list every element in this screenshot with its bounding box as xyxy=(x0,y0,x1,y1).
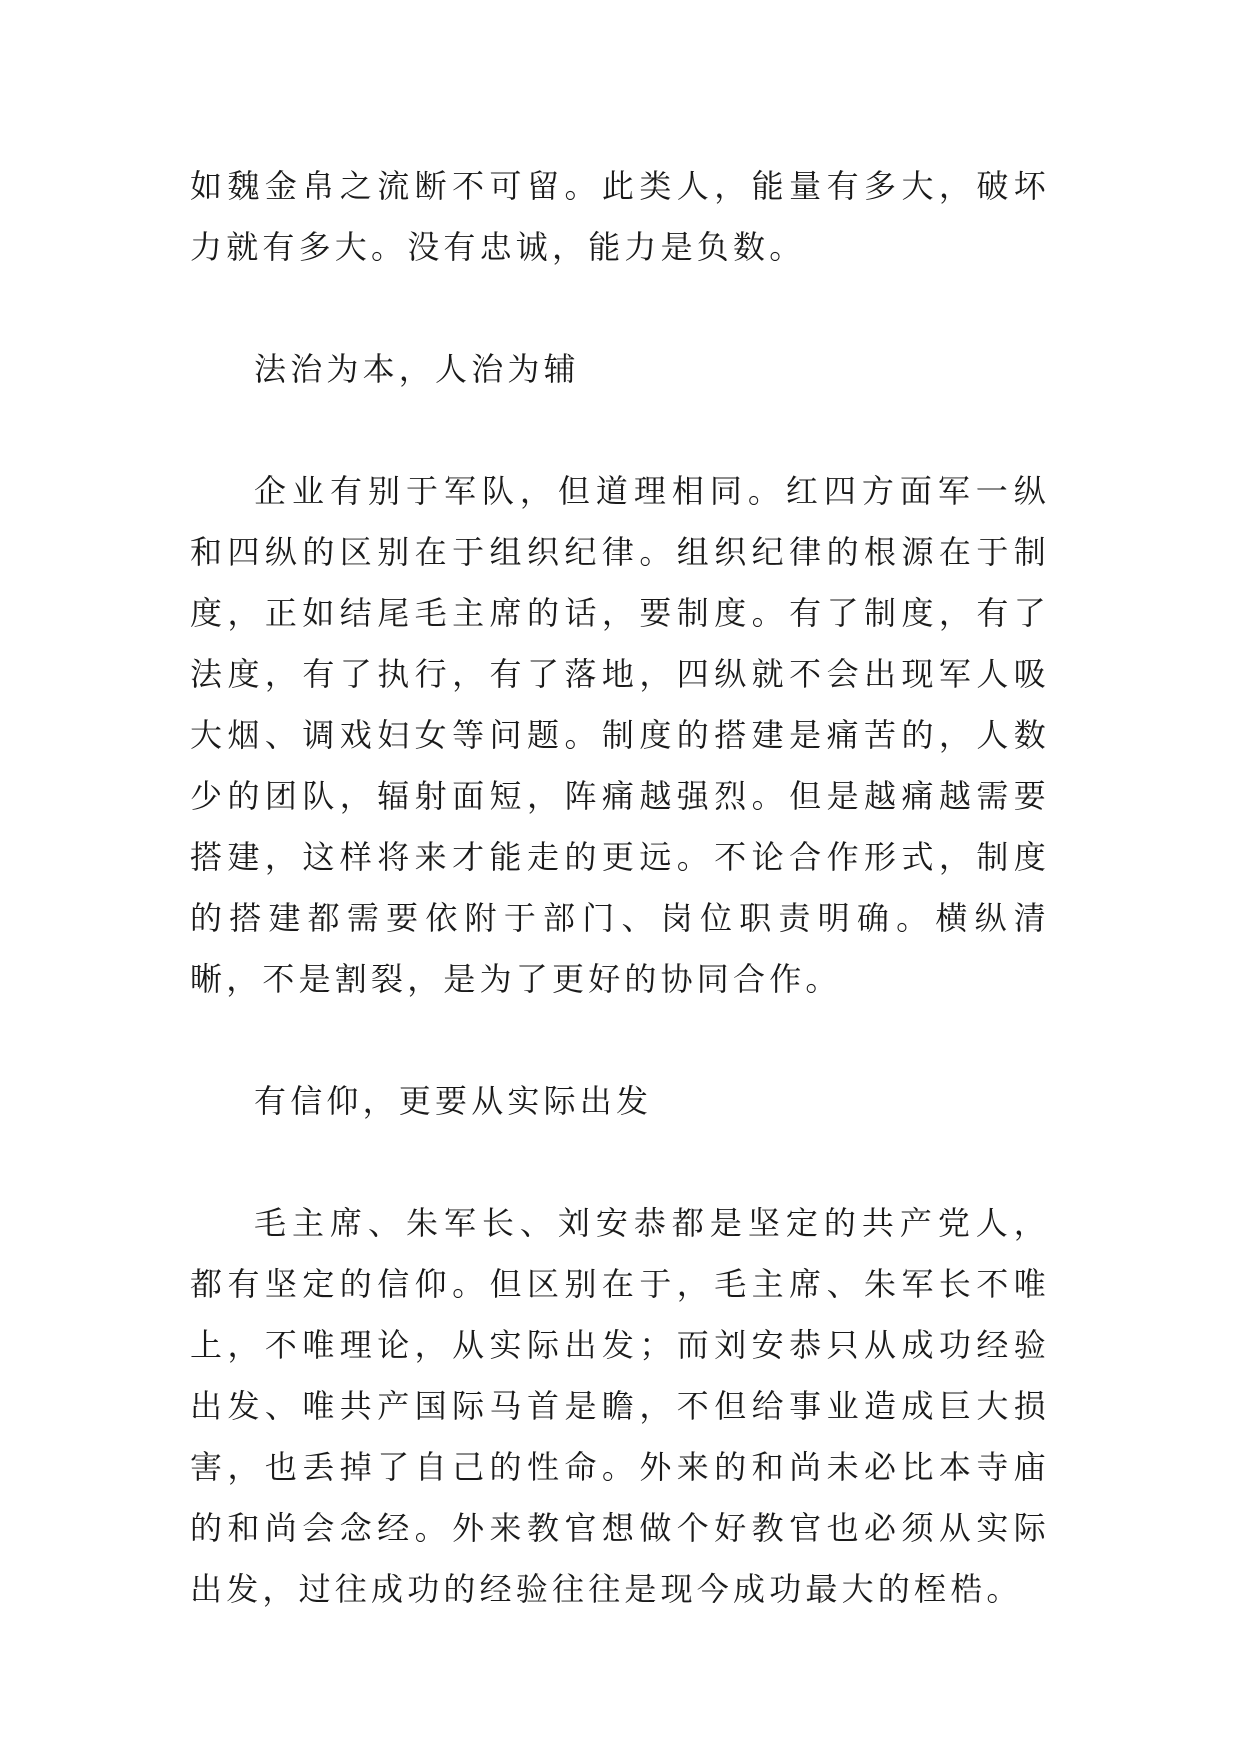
document-body xyxy=(190,156,1050,1681)
paragraph-3: 毛主席、朱军长、刘安恭都是坚定的共产党人，都有坚定的信仰。但区别在于，毛主席、朱军长不唯上，不唯理论，从实际出发；而刘安恭只从成功经验出发、唯共产国际马首是瞻，不但给事业造成巨大损害，也丢掉了自己的性命。外来的和尚未必比本寺庙的和尚会念经。外来教官想做个好教官也必须从实际出发，过往成功的经验往往是现今成功最大的桎梏。 xyxy=(190,1204,1050,1608)
paragraph-2: 企业有别于军队，但道理相同。红四方面军一纵和四纵的区别在于组织纪律。组织纪律的根源在于制度，正如结尾毛主席的话，要制度。有了制度，有了法度，有了执行，有了落地，四纵就不会出现军人吸大烟、调戏妇女等问题。制度的搭建是痛苦的，人数少的团队，辐射面短，阵痛越强烈。但是越痛越需要搭建，这样将来才能走的更远。不论合作形式，制度的搭建都需要依附于部门、岗位职责明确。横纵清晰，不是割裂，是为了更好的协同合作。 xyxy=(190,472,1050,998)
section-heading-rule-of-law: 法治为本，人治为辅 xyxy=(254,350,580,388)
paragraph-1: 如魏金帛之流断不可留。此类人，能量有多大，破坏力就有多大。没有忠诚，能力是负数。 xyxy=(190,167,1050,266)
section-heading-belief: 有信仰，更要从实际出发 xyxy=(254,1082,653,1120)
